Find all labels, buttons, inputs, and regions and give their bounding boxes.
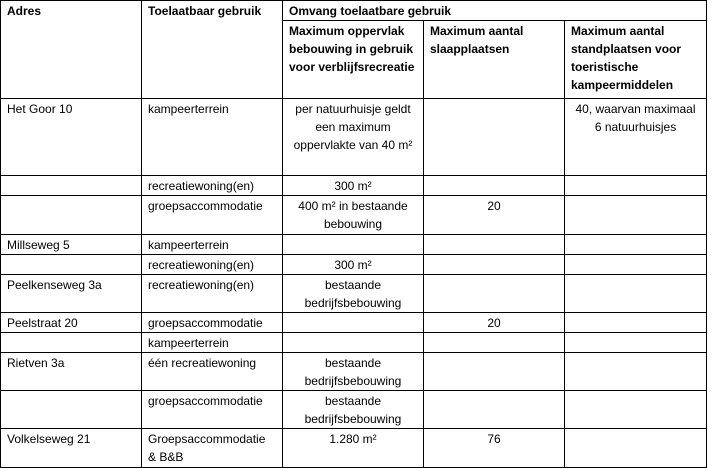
cell-adres xyxy=(1,196,142,235)
cell-oppervlak: 400 m² in bestaande bebouwing xyxy=(283,196,424,235)
cell-slaapplaatsen xyxy=(424,99,565,176)
cell-gebruik: recreatiewoning(en) xyxy=(142,275,283,313)
cell-standplaatsen xyxy=(565,391,707,429)
cell-standplaatsen xyxy=(565,353,707,391)
cell-slaapplaatsen xyxy=(424,391,565,429)
cell-adres xyxy=(1,391,142,429)
header-oppervlak: Maximum oppervlak bebouwing in gebruik voor verblijfsrecreatie xyxy=(283,21,424,99)
table-row xyxy=(1,313,707,333)
cell-standplaatsen: 40, waarvan maximaal 6 natuurhuisjes xyxy=(565,99,707,176)
cell-standplaatsen xyxy=(565,176,707,196)
cell-oppervlak: 1.280 m² xyxy=(283,429,424,468)
cell-oppervlak xyxy=(283,235,424,255)
cell-standplaatsen xyxy=(565,275,707,313)
cell-oppervlak: bestaande bedrijfsbebouwing xyxy=(283,275,424,313)
cell-gebruik: recreatiewoning(en) xyxy=(142,176,283,196)
cell-oppervlak: per natuurhuisje geldt een maximum oppervlakte van 40 m² xyxy=(283,99,424,176)
cell-gebruik: groepsaccommodatie xyxy=(142,391,283,429)
cell-gebruik: kampeerterrein xyxy=(142,99,283,176)
cell-slaapplaatsen xyxy=(424,235,565,255)
table-row xyxy=(1,333,707,353)
cell-adres: Peelkenseweg 3a xyxy=(1,275,142,313)
header-slaapplaatsen: Maximum aantal slaapplaatsen xyxy=(424,21,565,99)
header-adres: Adres xyxy=(1,1,142,99)
cell-gebruik: één recreatiewoning xyxy=(142,353,283,391)
cell-adres xyxy=(1,333,142,353)
cell-oppervlak: 300 m² xyxy=(283,255,424,275)
cell-slaapplaatsen xyxy=(424,333,565,353)
cell-adres xyxy=(1,176,142,196)
cell-gebruik: Groepsaccommodatie & B&B xyxy=(142,429,283,468)
cell-oppervlak: bestaande bedrijfsbebouwing xyxy=(283,391,424,429)
cell-adres xyxy=(1,255,142,275)
cell-oppervlak xyxy=(283,313,424,333)
cell-oppervlak xyxy=(283,333,424,353)
cell-standplaatsen xyxy=(565,196,707,235)
cell-standplaatsen xyxy=(565,313,707,333)
header-standplaatsen: Maximum aantal standplaatsen voor toeristische kampeermiddelen xyxy=(565,21,707,99)
cell-slaapplaatsen: 76 xyxy=(424,429,565,468)
cell-slaapplaatsen xyxy=(424,353,565,391)
table-row xyxy=(1,176,707,196)
cell-gebruik: groepsaccommodatie xyxy=(142,313,283,333)
table-row xyxy=(1,196,707,235)
cell-gebruik: recreatiewoning(en) xyxy=(142,255,283,275)
table-row xyxy=(1,235,707,255)
cell-slaapplaatsen xyxy=(424,255,565,275)
table-row xyxy=(1,99,707,176)
cell-standplaatsen xyxy=(565,235,707,255)
cell-adres: Peelstraat 20 xyxy=(1,313,142,333)
cell-oppervlak: bestaande bedrijfsbebouwing xyxy=(283,353,424,391)
cell-adres: Rietven 3a xyxy=(1,353,142,391)
cell-gebruik: groepsaccommodatie xyxy=(142,196,283,235)
header-row-1 xyxy=(1,1,707,21)
cell-oppervlak: 300 m² xyxy=(283,176,424,196)
table-row xyxy=(1,391,707,429)
cell-slaapplaatsen xyxy=(424,176,565,196)
table-row xyxy=(1,353,707,391)
header-gebruik: Toelaatbaar gebruik xyxy=(142,1,283,99)
cell-adres: Millseweg 5 xyxy=(1,235,142,255)
cell-adres: Volkelseweg 21 xyxy=(1,429,142,468)
cell-gebruik: kampeerterrein xyxy=(142,235,283,255)
cell-adres: Het Goor 10 xyxy=(1,99,142,176)
table-row xyxy=(1,275,707,313)
cell-slaapplaatsen: 20 xyxy=(424,196,565,235)
cell-slaapplaatsen: 20 xyxy=(424,313,565,333)
header-omvang: Omvang toelaatbare gebruik xyxy=(283,1,707,21)
cell-standplaatsen xyxy=(565,255,707,275)
cell-gebruik: kampeerterrein xyxy=(142,333,283,353)
cell-standplaatsen xyxy=(565,333,707,353)
table-row xyxy=(1,255,707,275)
cell-slaapplaatsen xyxy=(424,275,565,313)
